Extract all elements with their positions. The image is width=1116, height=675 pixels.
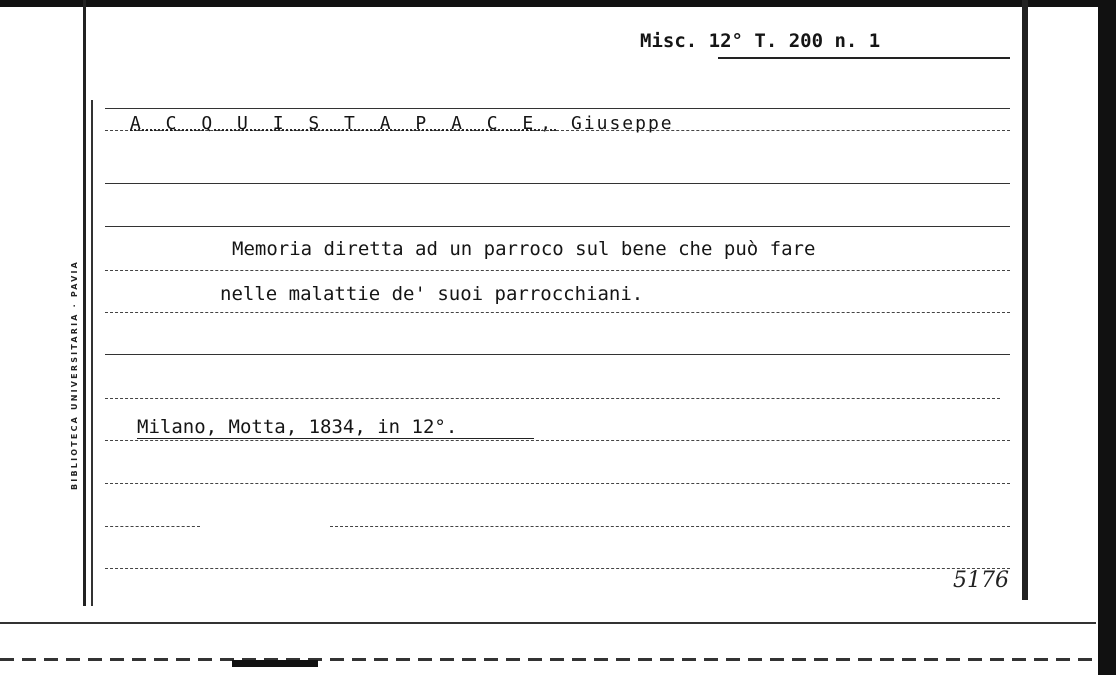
ruled-line (105, 183, 1010, 184)
right-edge-shadow (1098, 0, 1116, 675)
ruled-line (105, 312, 1010, 313)
left-margin-line (91, 100, 93, 606)
bottom-dashed-strip (0, 658, 1096, 661)
ruled-line (105, 270, 1010, 271)
ruled-line (105, 226, 1010, 227)
imprint: Milano, Motta, 1834, in 12°. (137, 416, 458, 438)
shelfmark-underline (718, 57, 1010, 59)
ruled-line (105, 354, 1010, 355)
author-given-name: Giuseppe (570, 113, 674, 134)
left-frame-line (83, 0, 86, 606)
ruled-line (105, 483, 1010, 484)
author-surname: A C Q U I S T A P A C E, (130, 113, 559, 134)
author-heading (130, 113, 674, 134)
library-stamp-text: BIBLIOTECA UNIVERSITARIA · PAVIA (70, 259, 79, 490)
ruled-line (105, 440, 1010, 441)
ruled-line (105, 108, 1010, 109)
ruled-line (105, 568, 1010, 569)
title-line-1: Memoria diretta ad un parroco sul bene che può fare (232, 238, 816, 260)
ruled-line (105, 398, 1000, 399)
ruled-line (330, 526, 1010, 527)
ruled-line (105, 526, 200, 527)
imprint-underline (137, 438, 534, 439)
inventory-number: 5176 (953, 568, 1009, 593)
top-border (0, 0, 1116, 7)
bottom-bar (232, 660, 318, 667)
title-line-2: nelle malattie de' suoi parrocchiani. (220, 283, 644, 305)
right-frame-line (1022, 0, 1028, 600)
shelfmark: Misc. 12° T. 200 n. 1 (640, 30, 881, 52)
bottom-frame-line (0, 622, 1096, 624)
